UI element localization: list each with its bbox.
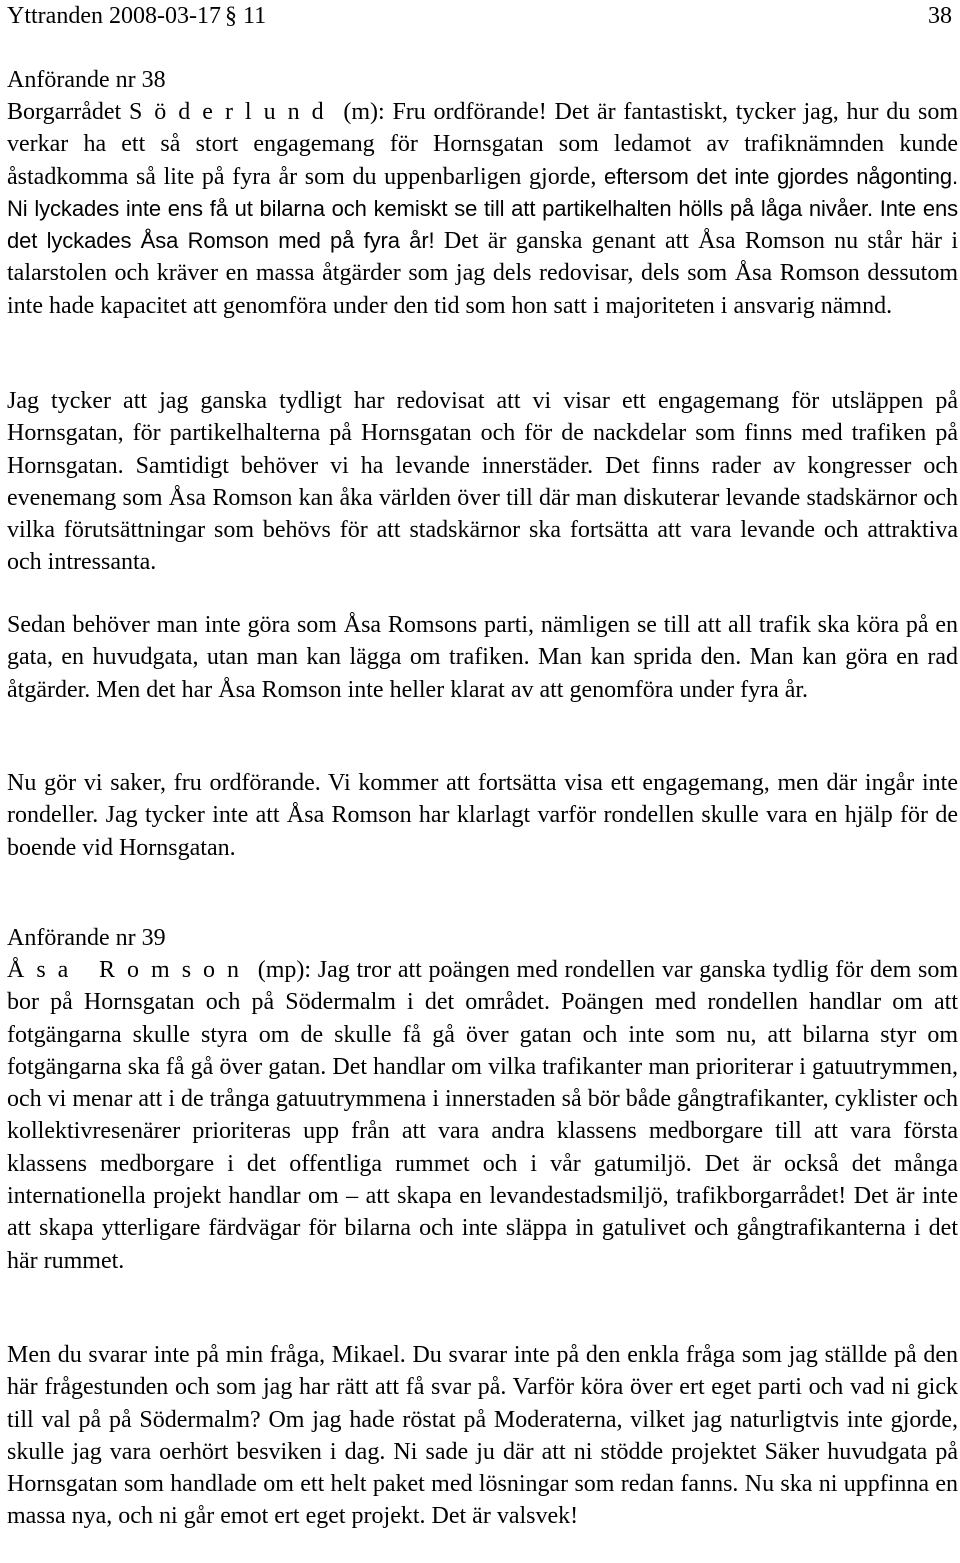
speech-38-heading: Anförande nr 38 xyxy=(7,67,166,93)
speech-39-paragraph-1 xyxy=(7,954,958,1277)
speech-38-paragraph-2 xyxy=(7,385,958,579)
speech-text: Men du svarar inte på min fråga, Mikael. Du svarar inte på den enkla fråga som jag ställde på den här frågestunden och som jag har rätt att få svar på. Varför köra över ert eget parti och vad ni gick till val på på Södermalm? Om jag hade röstat på Moderaterna, vilket jag naturligtvis inte gjorde, skulle jag vara oerhört besviken i dag. Ni sade ju där att ni stödde projektet Säker huvudgata på Hornsgatan som handlade om ett helt paket med lösningar som redan fanns. Nu ska ni uppfinna en massa nya, och ni går emot ert eget projekt. Det är valsvek! xyxy=(7,1342,958,1530)
speech-38-paragraph-3 xyxy=(7,609,958,706)
speech-39-paragraph-2 xyxy=(7,1339,958,1533)
speech-text: Nu gör vi saker, fru ordförande. Vi kommer att fortsätta visa ett engagemang, men där ingår inte rondeller. Jag tycker inte att Åsa Romson har klarlagt varför rondellen skulle vara en hjälp för de boende vid Hornsgatan. xyxy=(7,770,958,861)
speaker-name: Söderlund xyxy=(128,99,336,125)
speech-text: Jag tror att poängen med rondellen var ganska tydlig för dem som bor på Hornsgatan och på Södermalm i det området. Poängen med rondellen handlar om att fotgängarna skulle styra om de skulle få gå över gatan och inte som nu, att bilarna styr om fotgängarna ska få gå över gatan. Det handlar om vilka trafikanter man prioriterar i gatuutrymmen, och vi menar att i de trånga gatuutrymmena i innerstaden så bör både gångtrafikanter, cyklister och kollektivresenärer prioriteras upp från att vara andra klassens medborgare till att vara första klassens medborgare i det offentliga rummet och i vår gatumiljö. Det är också det många internationella projekt handlar om – att skapa en levandestadsmiljö, trafikborgarrådet! Det är inte att skapa ytterligare färdvägar för bilarna och inte släppa in gatulivet och gångtrafikanterna i det här rummet. xyxy=(7,957,958,1274)
speaker-party: (mp): xyxy=(251,957,318,983)
speech-39-heading: Anförande nr 39 xyxy=(7,925,166,951)
speech-text: Fru ordförande! Det är fantastiskt, tycker jag, hur du som verkar ha ett så stort engagemang för Hornsgatan som ledamot av trafiknämnden kunde åstadkomma så lite på fyra år som du uppenbarligen gjorde, xyxy=(7,99,959,190)
page-number: 38 xyxy=(928,3,952,29)
speaker-party: (m): xyxy=(335,99,393,125)
speech-text: Jag tycker att jag ganska tydligt har redovisat att vi visar ett engagemang för utsläppen på Hornsgatan, för partikelhalterna på Hornsgatan och för de nackdelar som finns med trafiken på Hornsgatan. Samtidigt behöver vi ha levande innerstäder. Det finns rader av kongresser och evenemang som Åsa Romson kan åka världen över till där man diskuterar levande stadskärnor och vilka förutsättningar som behövs för att stadskärnor ska fortsätta att vara levande och attraktiva och intressanta. xyxy=(7,388,958,576)
section-mark: § 11 xyxy=(224,3,267,29)
speaker-name: Åsa Romson xyxy=(7,957,252,983)
speech-38-paragraph-4 xyxy=(7,767,958,864)
speech-38-paragraph-1 xyxy=(7,96,958,322)
document-title: Yttranden 2008-03-17 xyxy=(7,3,221,29)
header-left xyxy=(7,0,266,32)
speech-text: Sedan behöver man inte göra som Åsa Romsons parti, nämligen se till att all trafik ska köra på en gata, en huvudgata, utan man kan lägga om trafiken. Man kan sprida den. Man kan göra en rad åtgärder. Men det har Åsa Romson inte heller klarat av att genomföra under fyra år. xyxy=(7,612,958,703)
speaker-role: Borgarrådet xyxy=(7,99,129,125)
page-header xyxy=(7,0,958,32)
speech-text-sans: eftersom det inte gjordes någonting. Ni lyckades inte ens få ut bilarna och kemiskt se till att partikelhalten hölls på låga nivåer. Inte ens det lyckades Åsa Romson med på fyra år! xyxy=(7,163,958,254)
speech-text: Det är ganska genant att Åsa Romson nu står här i talarstolen och kräver en massa åtgärder som jag dels redovisar, dels som Åsa Romson dessutom inte hade kapacitet att genomföra under den tid som hon satt i majoriteten i ansvarig nämnd. xyxy=(7,228,958,319)
